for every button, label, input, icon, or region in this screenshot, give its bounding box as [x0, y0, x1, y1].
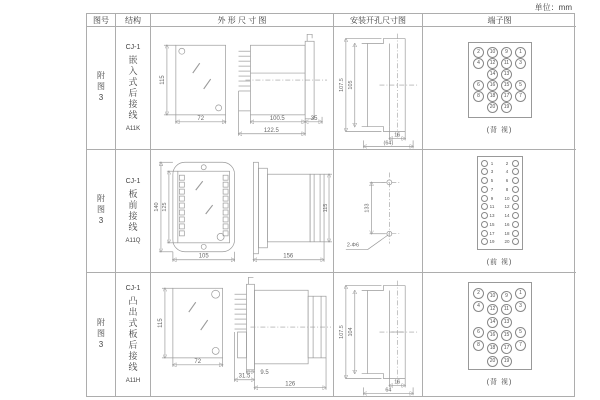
terminal-slot	[472, 69, 486, 80]
terminal-number: 4	[473, 58, 484, 69]
terminal-slot	[472, 80, 486, 91]
terminal-hole-icon	[512, 203, 519, 210]
terminal-number: 16	[487, 330, 498, 341]
terminal-slot	[514, 300, 528, 313]
terminal-row	[481, 203, 519, 210]
terminal-row	[472, 80, 528, 91]
terminal-hole-icon	[481, 195, 488, 202]
terminal-box	[468, 282, 532, 370]
structure-code: A11H	[125, 378, 141, 384]
terminal-number: 4	[505, 169, 509, 175]
dim-label: 125	[161, 201, 168, 212]
dim-label: 122.5	[263, 127, 279, 134]
terminal-diagram-front	[477, 156, 523, 267]
terminal-number: 20	[487, 356, 498, 367]
terminal-row	[472, 91, 528, 102]
terminal-box	[468, 42, 532, 118]
row2-outline-cell	[151, 150, 334, 273]
structure-type: 凸出式板后接线	[127, 296, 138, 373]
terminal-number: 5	[490, 178, 494, 184]
dim-label: 35	[310, 115, 318, 122]
dim-label: 140	[153, 201, 160, 212]
col-header-outline: 外 形 尺 寸 图	[151, 14, 334, 27]
terminal-number: 16	[504, 221, 510, 227]
terminal-slot	[486, 91, 500, 102]
mounting-drawing-a11h	[334, 273, 422, 396]
terminal-number: 18	[487, 91, 498, 102]
structure-type: 板前接线	[127, 189, 138, 233]
terminal-slot	[472, 47, 486, 58]
row3-mounting-cell	[334, 273, 423, 396]
terminal-hole-icon	[481, 168, 488, 175]
terminal-number: 19	[489, 239, 495, 245]
terminal-slot	[514, 287, 528, 300]
terminal-hole-icon	[481, 177, 488, 184]
outline-drawing-a11q	[151, 150, 333, 273]
terminal-slot	[514, 58, 528, 69]
terminal-hole-icon	[481, 203, 488, 210]
terminal-slot	[472, 287, 486, 300]
terminal-hole-icon	[512, 221, 519, 228]
terminal-number: 13	[489, 213, 495, 219]
fig-number: 附图3	[96, 317, 106, 352]
terminal-slot	[486, 355, 500, 368]
row3-structure-cell	[116, 273, 151, 396]
row1-mounting-cell	[334, 27, 423, 150]
terminal-hole-icon	[481, 230, 488, 237]
structure-type: 嵌入式后接线	[127, 55, 138, 121]
dim-label: 72	[194, 358, 202, 365]
row1-terminal-cell	[423, 27, 576, 150]
terminal-number: 3	[515, 301, 526, 312]
row3-terminal-cell	[423, 273, 576, 396]
terminal-number: 14	[487, 69, 498, 80]
terminal-row	[472, 102, 528, 113]
terminal-number: 4	[473, 301, 484, 312]
terminal-number: 16	[487, 80, 498, 91]
terminal-diagram-rear	[468, 42, 532, 135]
terminal-number: 13	[501, 317, 512, 328]
terminal-number: 1	[490, 160, 494, 166]
terminal-number: 7	[490, 186, 494, 192]
terminal-number: 20	[504, 239, 510, 245]
structure-code: A11K	[125, 126, 141, 132]
terminal-hole-icon	[512, 168, 519, 175]
terminal-row	[472, 58, 528, 69]
structure-model: CJ-1	[125, 178, 141, 185]
terminal-number: 12	[504, 204, 510, 210]
terminal-number: 18	[504, 230, 510, 236]
terminal-slot	[500, 355, 514, 368]
terminal-number: 7	[515, 91, 526, 102]
terminal-row	[481, 230, 519, 237]
terminal-slot	[500, 69, 514, 80]
mounting-drawing-a11k	[334, 27, 422, 150]
terminal-caption: (背 视)	[486, 126, 513, 134]
terminal-slot	[514, 80, 528, 91]
terminal-slot	[472, 58, 486, 69]
terminal-slot	[514, 91, 528, 102]
structure-model: CJ-1	[125, 285, 141, 292]
terminal-number: 20	[487, 102, 498, 113]
terminal-slot	[486, 80, 500, 91]
terminal-number: 3	[515, 58, 526, 69]
structure-code: A11Q	[125, 238, 141, 244]
terminal-number: 17	[489, 230, 495, 236]
terminal-number: 9	[501, 47, 512, 58]
terminal-slot	[486, 342, 500, 355]
terminal-number: 17	[501, 91, 512, 102]
terminal-hole-icon	[481, 238, 488, 245]
terminal-number: 15	[501, 330, 512, 341]
terminal-hole-icon	[481, 212, 488, 219]
terminal-number: 13	[501, 69, 512, 80]
terminal-slot	[486, 47, 500, 58]
terminal-number: 6	[473, 327, 484, 338]
terminal-slot	[500, 47, 514, 58]
terminal-slot	[486, 69, 500, 80]
col-header-terminal: 端子图	[423, 14, 576, 27]
row2-mounting-cell	[334, 150, 423, 273]
row1-fig-cell	[87, 27, 116, 150]
dim-label: 9.5	[260, 369, 269, 376]
dim-label: 107.5	[338, 77, 345, 92]
row2-fig-cell	[87, 150, 116, 273]
terminal-number: 2	[473, 47, 484, 58]
terminal-slot	[514, 47, 528, 58]
terminal-number: 3	[490, 169, 494, 175]
terminal-number: 9	[490, 195, 494, 201]
dim-label: 115	[157, 318, 164, 328]
terminal-slot	[500, 290, 514, 303]
terminal-diagram-rear	[468, 282, 532, 387]
terminal-number: 5	[515, 80, 526, 91]
terminal-slot	[486, 290, 500, 303]
dim-label: 16	[394, 131, 401, 138]
terminal-number: 14	[487, 317, 498, 328]
terminal-slot	[486, 329, 500, 342]
row3-fig-cell	[87, 273, 116, 396]
terminal-slot	[472, 91, 486, 102]
spec-table	[86, 13, 575, 397]
terminal-number: 1	[515, 47, 526, 58]
terminal-slot	[486, 102, 500, 113]
row3-outline-cell	[151, 273, 334, 396]
terminal-hole-icon	[481, 186, 488, 193]
terminal-slot	[514, 339, 528, 352]
terminal-row	[472, 287, 528, 300]
terminal-hole-icon	[512, 186, 519, 193]
terminal-number: 12	[487, 58, 498, 69]
terminal-slot	[514, 326, 528, 339]
terminal-slot	[514, 102, 528, 113]
terminal-number: 19	[501, 356, 512, 367]
terminal-number: 2	[473, 288, 484, 299]
terminal-number: 12	[487, 304, 498, 315]
terminal-caption: (前 视)	[486, 258, 513, 266]
col-header-structure: 结构	[116, 14, 151, 27]
terminal-number: 8	[473, 91, 484, 102]
terminal-number: 2	[505, 160, 509, 166]
terminal-number: 7	[515, 340, 526, 351]
dim-label: 115	[159, 74, 166, 85]
fig-number: 附图3	[96, 194, 106, 228]
dim-label: 107.5	[338, 325, 345, 339]
terminal-row	[481, 160, 519, 167]
terminal-slot	[514, 313, 528, 326]
terminal-row	[481, 195, 519, 202]
dim-label: (64)	[383, 139, 394, 146]
terminal-slot	[500, 303, 514, 316]
dim-label: 105	[198, 253, 209, 260]
dim-label: 64	[385, 387, 392, 394]
terminal-number: 17	[501, 343, 512, 354]
terminal-number: 10	[487, 291, 498, 302]
unit-label: 单位：mm	[534, 3, 572, 12]
terminal-row	[481, 238, 519, 245]
dim-label: 16	[394, 379, 401, 386]
terminal-slot	[514, 352, 528, 365]
terminal-number: 18	[487, 343, 498, 354]
dim-label: 72	[197, 115, 205, 122]
terminal-number: 14	[504, 213, 510, 219]
terminal-slot	[514, 69, 528, 80]
terminal-slot	[472, 326, 486, 339]
terminal-slot	[500, 102, 514, 113]
outline-drawing-a11k	[151, 27, 333, 150]
terminal-row	[472, 47, 528, 58]
terminal-slot	[486, 58, 500, 69]
row2-structure-cell	[116, 150, 151, 273]
col-header-fig: 图号	[87, 14, 116, 27]
terminal-number: 8	[505, 186, 509, 192]
terminal-number: 15	[501, 80, 512, 91]
terminal-box	[477, 156, 523, 250]
terminal-hole-icon	[481, 221, 488, 228]
terminal-number: 11	[501, 304, 512, 315]
dim-label: 156	[283, 253, 294, 260]
terminal-number: 8	[473, 340, 484, 351]
dim-label: 100.5	[269, 115, 285, 122]
row2-terminal-cell	[423, 150, 576, 273]
terminal-row	[481, 177, 519, 184]
dim-label: 105	[347, 80, 354, 90]
terminal-slot	[486, 303, 500, 316]
terminal-slot	[500, 329, 514, 342]
terminal-number: 11	[501, 58, 512, 69]
terminal-slot	[472, 339, 486, 352]
terminal-slot	[472, 313, 486, 326]
terminal-number: 19	[501, 102, 512, 113]
terminal-slot	[500, 316, 514, 329]
terminal-caption: (背 视)	[486, 379, 513, 386]
terminal-slot	[500, 80, 514, 91]
terminal-hole-icon	[512, 177, 519, 184]
dim-label: 126	[285, 381, 296, 388]
terminal-slot	[472, 352, 486, 365]
terminal-row	[481, 186, 519, 193]
terminal-number: 15	[489, 221, 495, 227]
terminal-slot	[486, 316, 500, 329]
mounting-drawing-a11q	[334, 150, 422, 273]
row1-structure-cell	[116, 27, 151, 150]
terminal-number: 10	[487, 47, 498, 58]
terminal-hole-icon	[512, 160, 519, 167]
row1-outline-cell	[151, 27, 334, 150]
terminal-slot	[500, 58, 514, 69]
terminal-hole-icon	[481, 160, 488, 167]
terminal-number: 1	[515, 288, 526, 299]
terminal-hole-icon	[512, 195, 519, 202]
terminal-number: 5	[515, 327, 526, 338]
terminal-row	[481, 212, 519, 219]
terminal-slot	[472, 102, 486, 113]
terminal-number: 9	[501, 291, 512, 302]
terminal-row	[481, 221, 519, 228]
fig-number: 附图3	[96, 71, 106, 105]
dim-label: 104	[347, 327, 354, 337]
dim-label: 31.5	[238, 373, 251, 380]
col-header-mounting: 安装开孔尺寸图	[334, 14, 423, 27]
terminal-hole-icon	[512, 238, 519, 245]
terminal-slot	[472, 300, 486, 313]
terminal-number: 6	[473, 80, 484, 91]
outline-drawing-a11h	[151, 273, 333, 396]
terminal-slot	[500, 91, 514, 102]
terminal-number: 11	[489, 204, 495, 210]
terminal-number: 6	[505, 178, 509, 184]
structure-model: CJ-1	[125, 44, 141, 51]
terminal-number: 10	[504, 195, 510, 201]
terminal-hole-icon	[512, 212, 519, 219]
hole-note-label: 2-Φ6	[346, 242, 360, 249]
terminal-row	[472, 69, 528, 80]
terminal-row	[481, 168, 519, 175]
terminal-hole-icon	[512, 230, 519, 237]
dim-label: 115	[323, 203, 330, 212]
dim-label: 133	[364, 203, 371, 213]
terminal-slot	[500, 342, 514, 355]
